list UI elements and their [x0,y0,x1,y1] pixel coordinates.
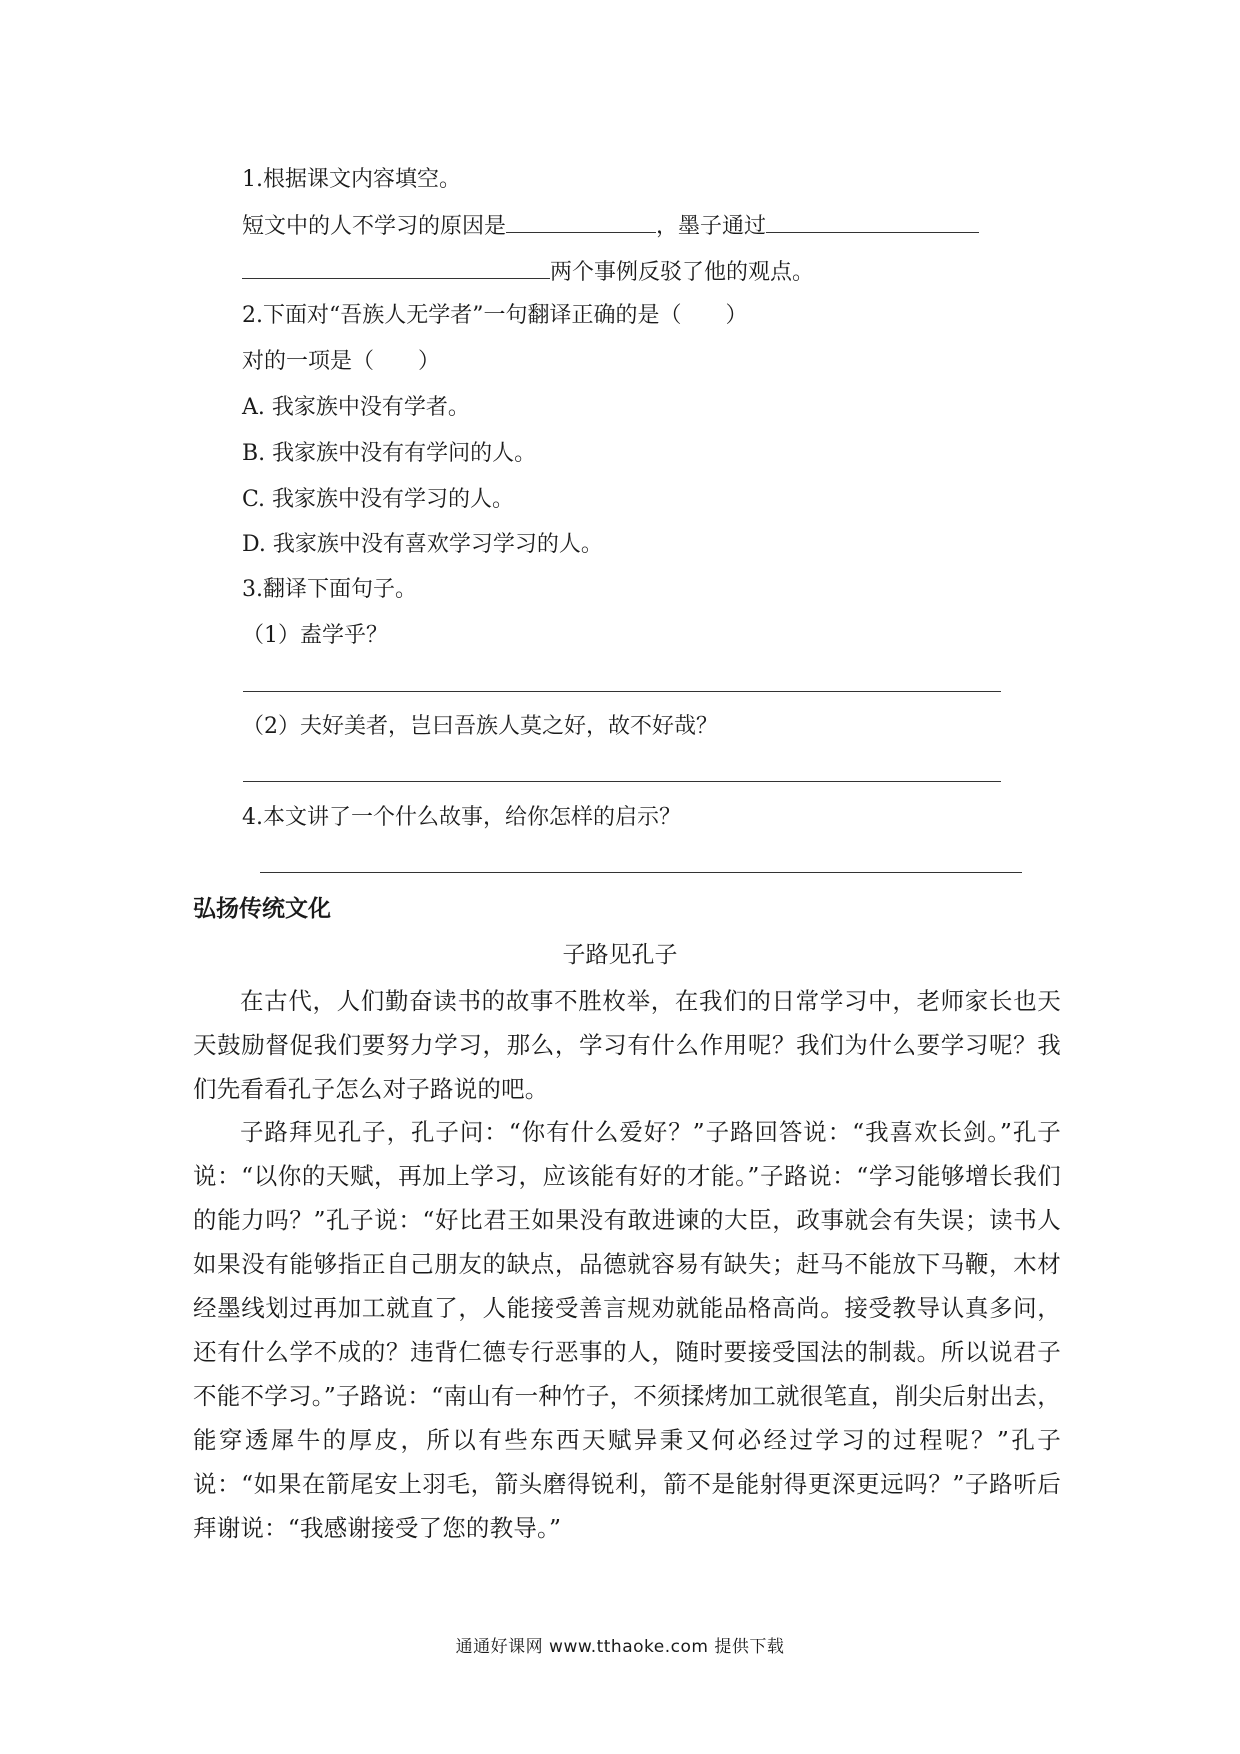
question-3-item-1: （1）盍学乎？ [242,623,388,648]
question-1-title: 1.根据课文内容填空。 [242,167,461,192]
answer-line-3-2[interactable] [243,781,1001,782]
option-c[interactable]: C. 我家族中没有学习的人。 [242,487,515,512]
question-4-title: 4.本文讲了一个什么故事，给你怎样的启示？ [242,805,681,830]
question-3-title: 3.翻译下面句子。 [242,577,417,602]
option-a[interactable]: A. 我家族中没有学者。 [242,395,470,420]
question-1-text-tail: 两个事例反驳了他的观点。 [550,260,815,285]
question-1-line-1 [242,210,979,242]
answer-blank-examples-end[interactable] [242,256,550,279]
section-heading: 弘扬传统文化 [193,896,331,922]
answer-line-3-1[interactable] [243,691,1001,692]
answer-blank-reason[interactable] [506,210,656,233]
answer-line-4[interactable] [260,872,1022,873]
story-title: 子路见孔子 [562,942,678,968]
question-1-text-a: 短文中的人不学习的原因是 [242,214,507,239]
question-2-title: 2.下面对“吾族人无学者”一句翻译正确的是（ ） [242,303,748,328]
footer-credit: 通通好课网 www.tthaoke.com 提供下载 [455,1637,785,1657]
answer-blank-examples-start[interactable] [766,210,979,233]
story-paragraph-2: 子路拜见孔子，孔子问：“你有什么爱好？”子路回答说：“我喜欢长剑。”孔子说：“以你的天赋，再加上学习，应该能有好的才能。”子路说：“学习能够增长我们的能力吗？”孔子说：“好比君王如果没有敢进谏的大臣，政事就会有失误；读书人如果没有能够指正自己朋友的缺点，品德就容易有缺失；赶马不能放下马鞭，木材经墨线划过再加工就直了，人能接受善言规劝就能品格高尚。接受教导认真多问，还有什么学不成的？违背仁德专行恶事的人，随时要接受国法的制裁。所以说君子不能不学习。”子路说：“南山有一种竹子，不须揉烤加工就很笔直，削尖后射出去，能穿透犀牛的厚皮，所以有些东西天赋异秉又何必经过学习的过程呢？”孔子说：“如果在箭尾安上羽毛，箭头磨得锐利，箭不是能射得更深更远吗？”子路听后拜谢说：“我感谢接受了您的教导。” [193,1118,1061,1542]
story-paragraph-1: 在古代，人们勤奋读书的故事不胜枚举，在我们的日常学习中，老师家长也天天鼓励督促我们要努力学习，那么，学习有什么作用呢？我们为什么要学习呢？我们先看看孔子怎么对子路说的吧。 [193,987,1061,1103]
option-d[interactable]: D. 我家族中没有喜欢学习学习的人。 [242,532,603,557]
option-b[interactable]: B. 我家族中没有有学问的人。 [242,441,537,466]
question-2-subtitle: 对的一项是（ ） [242,349,441,374]
question-3-item-2: （2）夫好美者，岂曰吾族人莫之好，故不好哉？ [242,714,718,739]
question-1-text-b: ，墨子通过 [656,214,767,239]
question-1-line-2 [242,256,814,288]
